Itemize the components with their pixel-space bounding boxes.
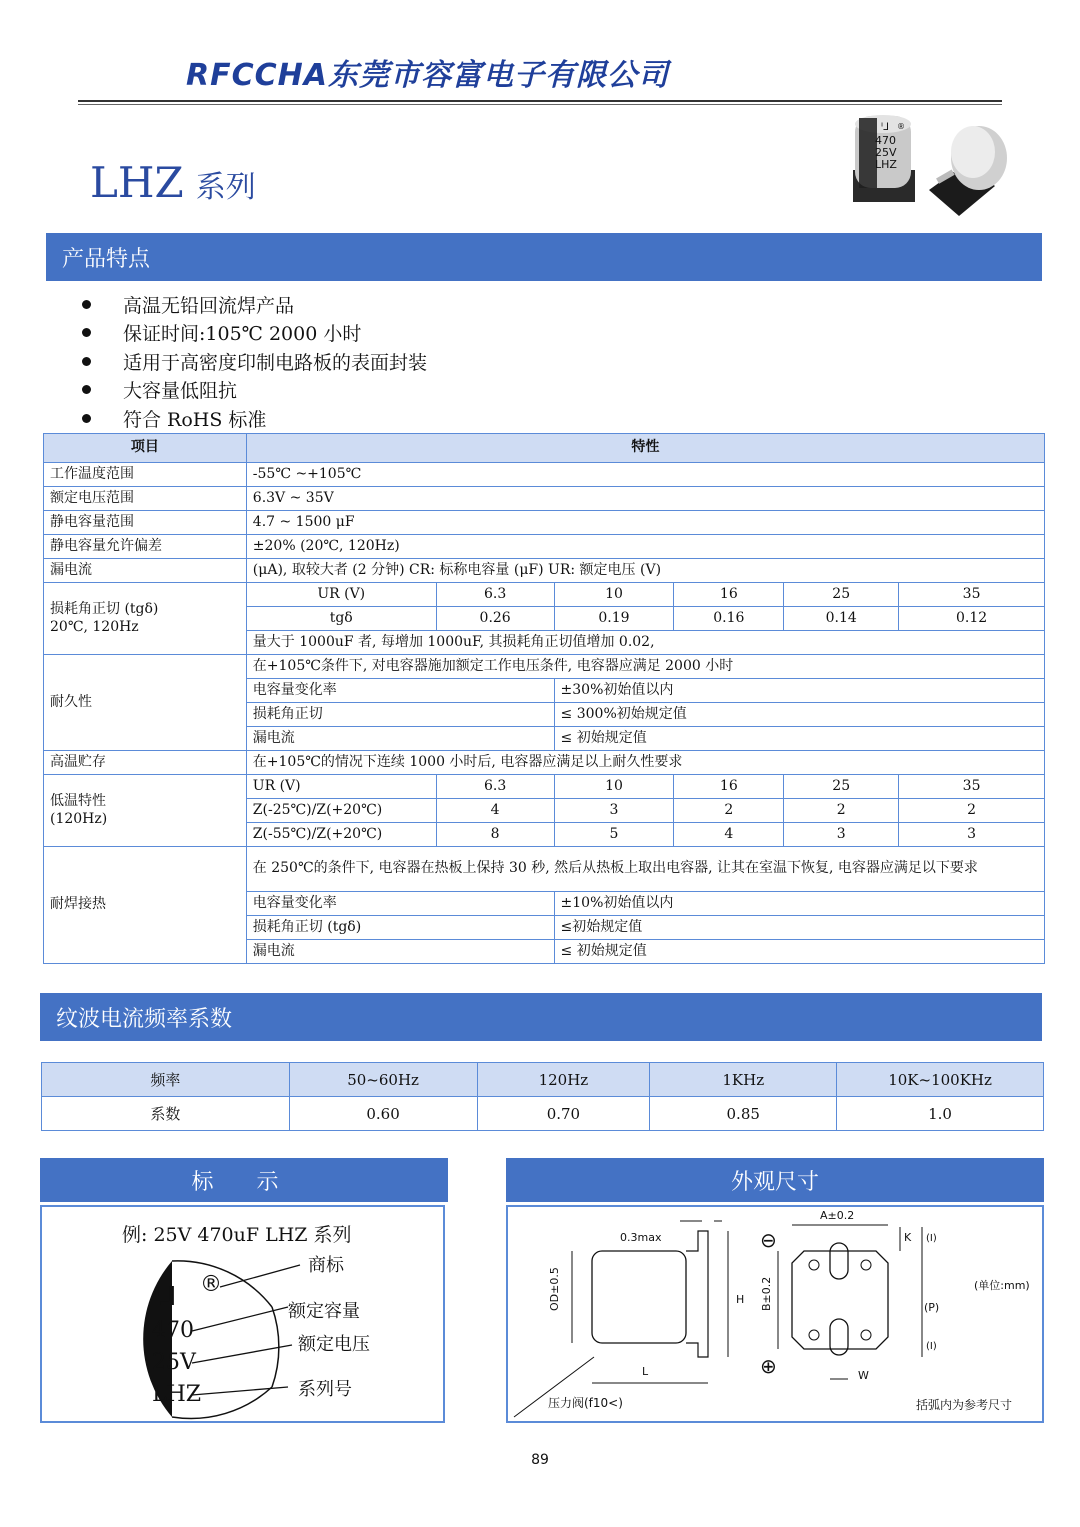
header-rule-thin <box>78 104 1002 105</box>
lowtemp-label: 低温特性 <box>50 793 106 809</box>
endurance-key: 损耗角正切 <box>246 703 554 727</box>
ripple-header: 50~60Hz <box>289 1063 477 1097</box>
dim-w: W <box>858 1369 869 1382</box>
dim-l: L <box>642 1365 649 1378</box>
company-name: RFCCHA东莞市容富电子有限公司 <box>186 58 669 93</box>
spec-label: 耐焊接热 <box>44 847 247 964</box>
capacitor-outline <box>172 1261 272 1307</box>
marking-diagram <box>42 1207 443 1421</box>
bottom-view-hole <box>809 1260 819 1270</box>
solder-value: ≤ 初始规定值 <box>554 940 1044 964</box>
photo-can-right-top <box>951 126 995 178</box>
tan-voltage: 16 <box>674 583 784 607</box>
endurance-value: ±30%初始值以内 <box>554 679 1044 703</box>
lowtemp-ur-label: UR (V) <box>246 775 436 799</box>
endurance-intro: 在+105℃条件下, 对电容器施加额定工作电压条件, 电容器应满足 2000 小时 <box>246 655 1044 679</box>
dim-od: OD±0.5 <box>548 1267 561 1311</box>
ripple-cell: 系数 <box>42 1097 290 1131</box>
tan-note: 量大于 1000uF 者, 每增加 1000uF, 其损耗角正切值增加 0.02, <box>246 631 1044 655</box>
dimensions-heading: 外观尺寸 <box>506 1158 1044 1202</box>
dim-b: B±0.2 <box>760 1276 773 1311</box>
lowtemp-value: 3 <box>554 799 674 823</box>
spec-value: ±20% (20℃, 120Hz) <box>246 535 1044 559</box>
marking-panel <box>40 1205 445 1423</box>
marking-heading: 标 示 <box>40 1158 448 1202</box>
leader-line <box>220 1265 300 1287</box>
ripple-header: 10K~100KHz <box>837 1063 1044 1097</box>
lowtemp-value: 2 <box>674 799 784 823</box>
solder-intro: 在 250℃的条件下, 电容器在热板上保持 30 秒, 然后从热板上取出电容器, 让其在室温下恢复, 电容器应满足以下要求 <box>246 847 1044 892</box>
photo-brand: ᑊᒧ <box>881 122 890 133</box>
header-rule <box>78 100 1002 102</box>
valve-label: 压力阀(f10<) <box>548 1396 623 1410</box>
dim-k: K <box>904 1231 912 1244</box>
label-series: 系列号 <box>298 1379 352 1400</box>
dim-a: A±0.2 <box>820 1209 855 1222</box>
lowtemp-value: 3 <box>784 823 899 847</box>
dimension-drawing <box>508 1207 1042 1421</box>
label-capacitance: 额定容量 <box>288 1301 360 1322</box>
dim-03max: 0.3max <box>620 1231 662 1244</box>
tan-value: 0.19 <box>554 607 674 631</box>
bullet-icon <box>82 385 91 394</box>
spec-label <box>44 775 247 847</box>
feature-text: 保证时间:105℃ 2000 小时 <box>123 323 362 346</box>
spec-label: 静电容量允许偏差 <box>44 535 247 559</box>
photo-voltage: 25V <box>875 146 897 159</box>
solder-value: ≤初始规定值 <box>554 916 1044 940</box>
lowtemp-value: 2 <box>899 799 1045 823</box>
bottom-view-hole <box>809 1330 819 1340</box>
dim-h: H <box>736 1293 745 1306</box>
spec-value: 4.7 ~ 1500 μF <box>246 511 1044 535</box>
spec-table <box>43 433 1045 964</box>
spec-label: 静电容量范围 <box>44 511 247 535</box>
ripple-cell: 0.85 <box>650 1097 837 1131</box>
lowtemp-value: 8 <box>436 823 554 847</box>
tan-value: 0.26 <box>436 607 554 631</box>
lowtemp-row-label: Z(-55℃)/Z(+20℃) <box>246 823 436 847</box>
feature-text: 符合 RoHS 标准 <box>123 408 267 431</box>
spec-label: 工作温度范围 <box>44 463 247 487</box>
bullet-icon <box>82 414 91 423</box>
side-view-body <box>592 1251 686 1343</box>
ripple-cell: 0.60 <box>289 1097 477 1131</box>
spec-label: 额定电压范围 <box>44 487 247 511</box>
lowtemp-value: 2 <box>784 799 899 823</box>
ripple-header: 频率 <box>42 1063 290 1097</box>
leader-line <box>192 1307 288 1331</box>
tan-label: 损耗角正切 (tgδ) <box>50 601 159 617</box>
spec-value: -55℃ ~+105℃ <box>246 463 1044 487</box>
endurance-value: ≤ 300%初始规定值 <box>554 703 1044 727</box>
spec-value: 6.3V ~ 35V <box>246 487 1044 511</box>
bullet-icon <box>82 300 91 309</box>
endurance-key: 漏电流 <box>246 727 554 751</box>
bottom-view-hole <box>861 1330 871 1340</box>
reference-note: 括弧内为参考尺寸 <box>916 1398 1013 1412</box>
tan-ur-label: UR (V) <box>246 583 436 607</box>
tan-voltage: 35 <box>899 583 1045 607</box>
page-number: 89 <box>531 1452 549 1468</box>
spec-label: 高温贮存 <box>44 751 247 775</box>
dim-i2: (I) <box>926 1341 937 1352</box>
bullet-icon <box>82 328 91 337</box>
lowtemp-voltage: 25 <box>784 775 899 799</box>
lowtemp-voltage: 6.3 <box>436 775 554 799</box>
registered-mark: ® <box>200 1272 222 1297</box>
tan-value: 0.12 <box>899 607 1045 631</box>
ripple-cell: 1.0 <box>837 1097 1044 1131</box>
dim-p: (P) <box>924 1301 940 1314</box>
spec-label: 耐久性 <box>44 655 247 751</box>
lowtemp-voltage: 35 <box>899 775 1045 799</box>
lowtemp-value: 4 <box>436 799 554 823</box>
lowtemp-value: 3 <box>899 823 1045 847</box>
leader-line <box>192 1387 288 1395</box>
bottom-view-hole <box>861 1260 871 1270</box>
terminal-top <box>830 1243 848 1279</box>
spec-label <box>44 583 247 655</box>
tan-tg-label: tgδ <box>246 607 436 631</box>
dimensions-panel <box>506 1205 1044 1423</box>
solder-key: 损耗角正切 (tgδ) <box>246 916 554 940</box>
photo-capacitance: 470 <box>875 134 896 147</box>
ripple-header: 1KHz <box>650 1063 837 1097</box>
marking-example: 例: 25V 470uF LHZ 系列 <box>122 1224 352 1246</box>
solder-key: 漏电流 <box>246 940 554 964</box>
bullet-icon <box>82 357 91 366</box>
feature-item <box>70 347 427 376</box>
tan-voltage: 6.3 <box>436 583 554 607</box>
lowtemp-value: 4 <box>674 823 784 847</box>
mark-series: LHZ <box>152 1382 202 1407</box>
feature-text: 适用于高密度印制电路板的表面封装 <box>123 351 428 374</box>
series-suffix: 系列 <box>195 170 256 205</box>
spec-label: 漏电流 <box>44 559 247 583</box>
solder-key: 电容量变化率 <box>246 892 554 916</box>
feature-item <box>70 376 427 405</box>
tan-voltage: 10 <box>554 583 674 607</box>
spec-value: (μA), 取较大者 (2 分钟) CR: 标称电容量 (μF) UR: 额定电压 (V) <box>246 559 1044 583</box>
series-name: LHZ <box>90 158 184 207</box>
unit-label: (单位:mm) <box>974 1279 1030 1292</box>
mark-capacitance: 470 <box>152 1318 194 1343</box>
solder-value: ±10%初始值以内 <box>554 892 1044 916</box>
feature-text: 高温无铅回流焊产品 <box>123 294 295 317</box>
feature-item <box>70 290 427 319</box>
lowtemp-voltage: 10 <box>554 775 674 799</box>
brand-logo: ᑊᒧ <box>154 1282 177 1312</box>
feature-text: 大容量低阻抗 <box>123 380 238 403</box>
ripple-table <box>41 1062 1044 1131</box>
ripple-cell: 0.70 <box>477 1097 650 1131</box>
plus-icon: ⊕ <box>760 1354 777 1378</box>
leader-line <box>192 1345 292 1363</box>
feature-item <box>70 319 427 348</box>
side-view-base <box>686 1231 708 1357</box>
ripple-header: 120Hz <box>477 1063 650 1097</box>
lowtemp-value: 5 <box>554 823 674 847</box>
label-brand: 商标 <box>308 1255 344 1276</box>
dim-i1: (I) <box>926 1233 937 1244</box>
lowtemp-condition: (120Hz) <box>50 810 108 827</box>
tan-condition: 20℃, 120Hz <box>50 618 139 635</box>
endurance-value: ≤ 初始规定值 <box>554 727 1044 751</box>
bottom-view-base <box>792 1251 888 1349</box>
photo-reg: ® <box>897 122 905 131</box>
photo-series: LHZ <box>875 158 897 171</box>
spec-value: 在+105℃的情况下连续 1000 小时后, 电容器应满足以上耐久性要求 <box>246 751 1044 775</box>
tan-value: 0.16 <box>674 607 784 631</box>
spec-header-char: 特性 <box>246 434 1044 463</box>
tan-value: 0.14 <box>784 607 899 631</box>
product-photo <box>845 112 1010 230</box>
features-heading: 产品特点 <box>46 233 1042 281</box>
feature-item <box>70 404 427 433</box>
features-list <box>70 290 427 433</box>
tan-voltage: 25 <box>784 583 899 607</box>
mark-voltage: 25V <box>152 1350 196 1375</box>
lowtemp-row-label: Z(-25℃)/Z(+20℃) <box>246 799 436 823</box>
minus-icon: ⊖ <box>760 1228 777 1252</box>
endurance-key: 电容量变化率 <box>246 679 554 703</box>
label-voltage: 额定电压 <box>298 1334 370 1355</box>
lowtemp-voltage: 16 <box>674 775 784 799</box>
spec-header-item: 项目 <box>44 434 247 463</box>
series-title <box>90 158 256 207</box>
ripple-heading: 纹波电流频率系数 <box>40 993 1042 1041</box>
